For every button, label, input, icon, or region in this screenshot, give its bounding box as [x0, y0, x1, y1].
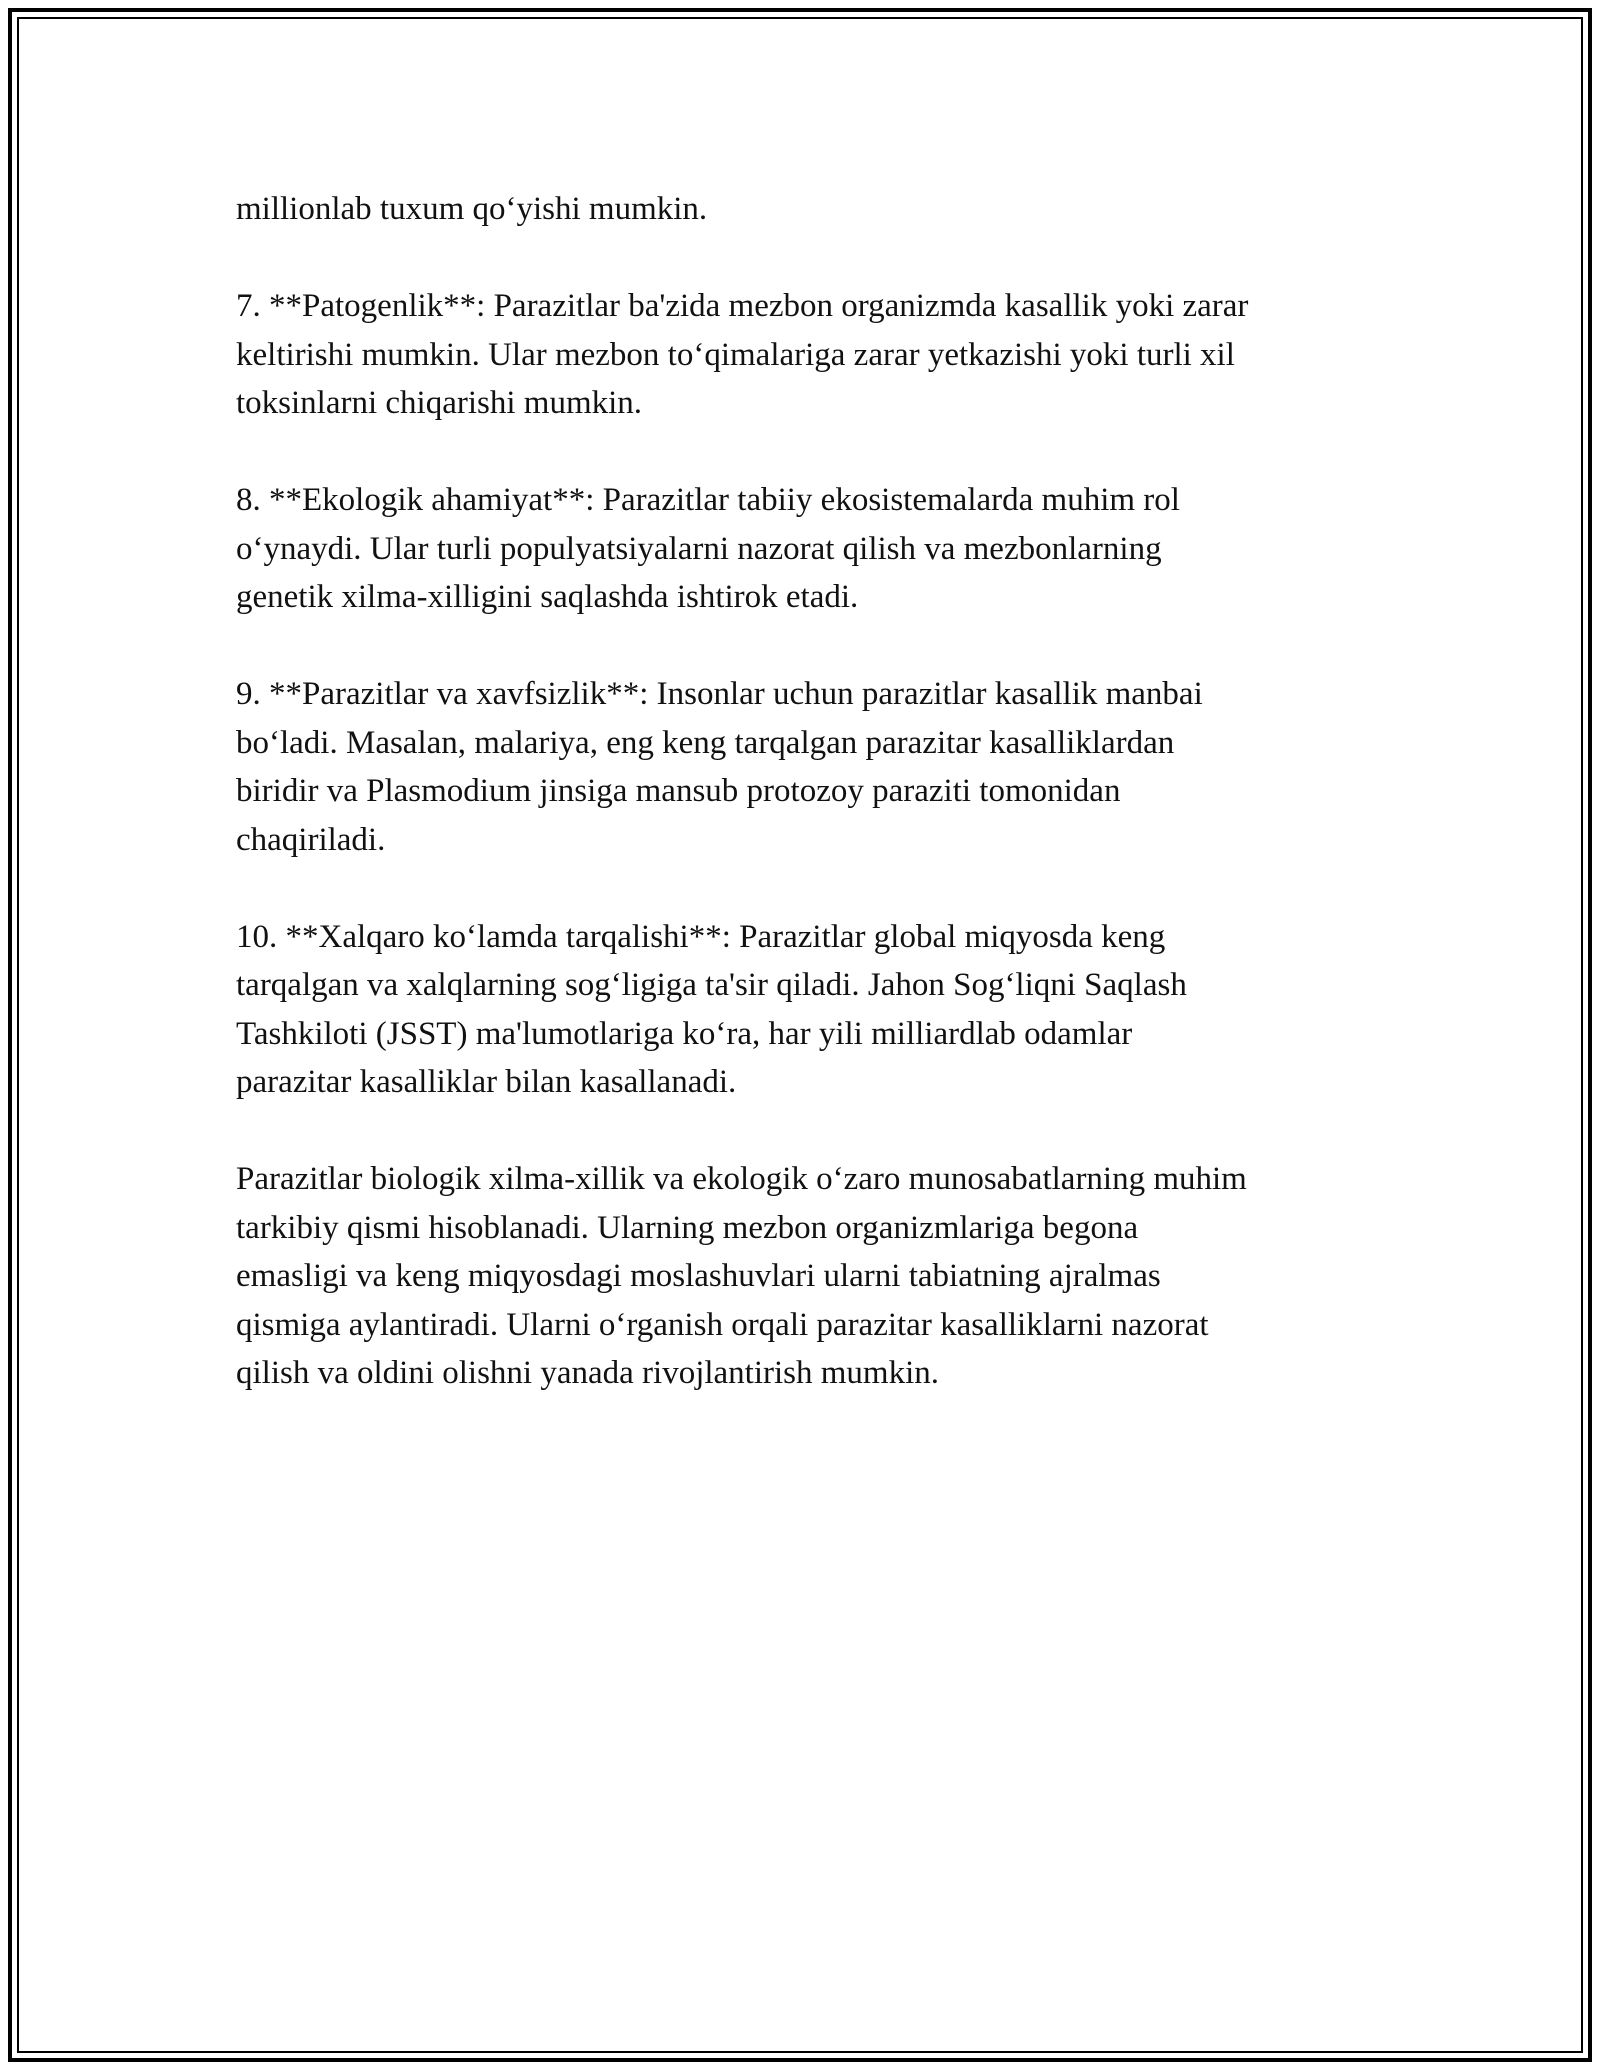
document-body [236, 185, 1366, 1446]
paragraph-continuation: millionlab tuxum qo‘yishi mumkin. [236, 191, 708, 227]
paragraph-item-10-xalqaro-tarqalishi: 10. **Xalqaro ko‘lamda tarqalishi**: Parazitlar global miqyosda keng tarqalgan va xalqlarning sog‘ligiga ta'sir qiladi. Jahon Sog‘liqni Saqlash Tashkiloti (JSST) ma'lumotlariga ko‘ra, har yili milliardlab odamlar parazitar kasalliklar bilan kasallanadi. [236, 918, 1187, 1100]
paragraph-item-9-parazitlar-va-xavfsizlik: 9. **Parazitlar va xavfsizlik**: Insonlar uchun parazitlar kasallik manbai bo‘ladi. Masalan, malariya, eng keng tarqalgan parazitar kasalliklardan biridir va Plasmodium jinsiga mansub protozoy paraziti tomonidan chaqiriladi. [236, 676, 1203, 858]
paragraph-item-7-patogenlik: 7. **Patogenlik**: Parazitlar ba'zida mezbon organizmda kasallik yoki zarar keltirishi mumkin. Ular mezbon to‘qimalariga zarar yetkazishi yoki turli xil toksinlarni chiqarishi mumkin. [236, 288, 1249, 421]
paragraph-item-8-ekologik-ahamiyat: 8. **Ekologik ahamiyat**: Parazitlar tabiiy ekosistemalarda muhim rol o‘ynaydi. Ular turli populyatsiyalarni nazorat qilish va mezbonlarning genetik xilma-xilligini saqlashda ishtirok etadi. [236, 482, 1180, 615]
paragraph-conclusion: Parazitlar biologik xilma-xillik va ekologik o‘zaro munosabatlarning muhim tarkibiy qismi hisoblanadi. Ularning mezbon organizmlariga begona emasligi va keng miqyosdagi moslashuvlari ularni tabiatning ajralmas qismiga aylantiradi. Ularni o‘rganish orqali parazitar kasalliklarni nazorat qilish va oldini olishni yanada rivojlantirish mumkin. [236, 1161, 1247, 1391]
